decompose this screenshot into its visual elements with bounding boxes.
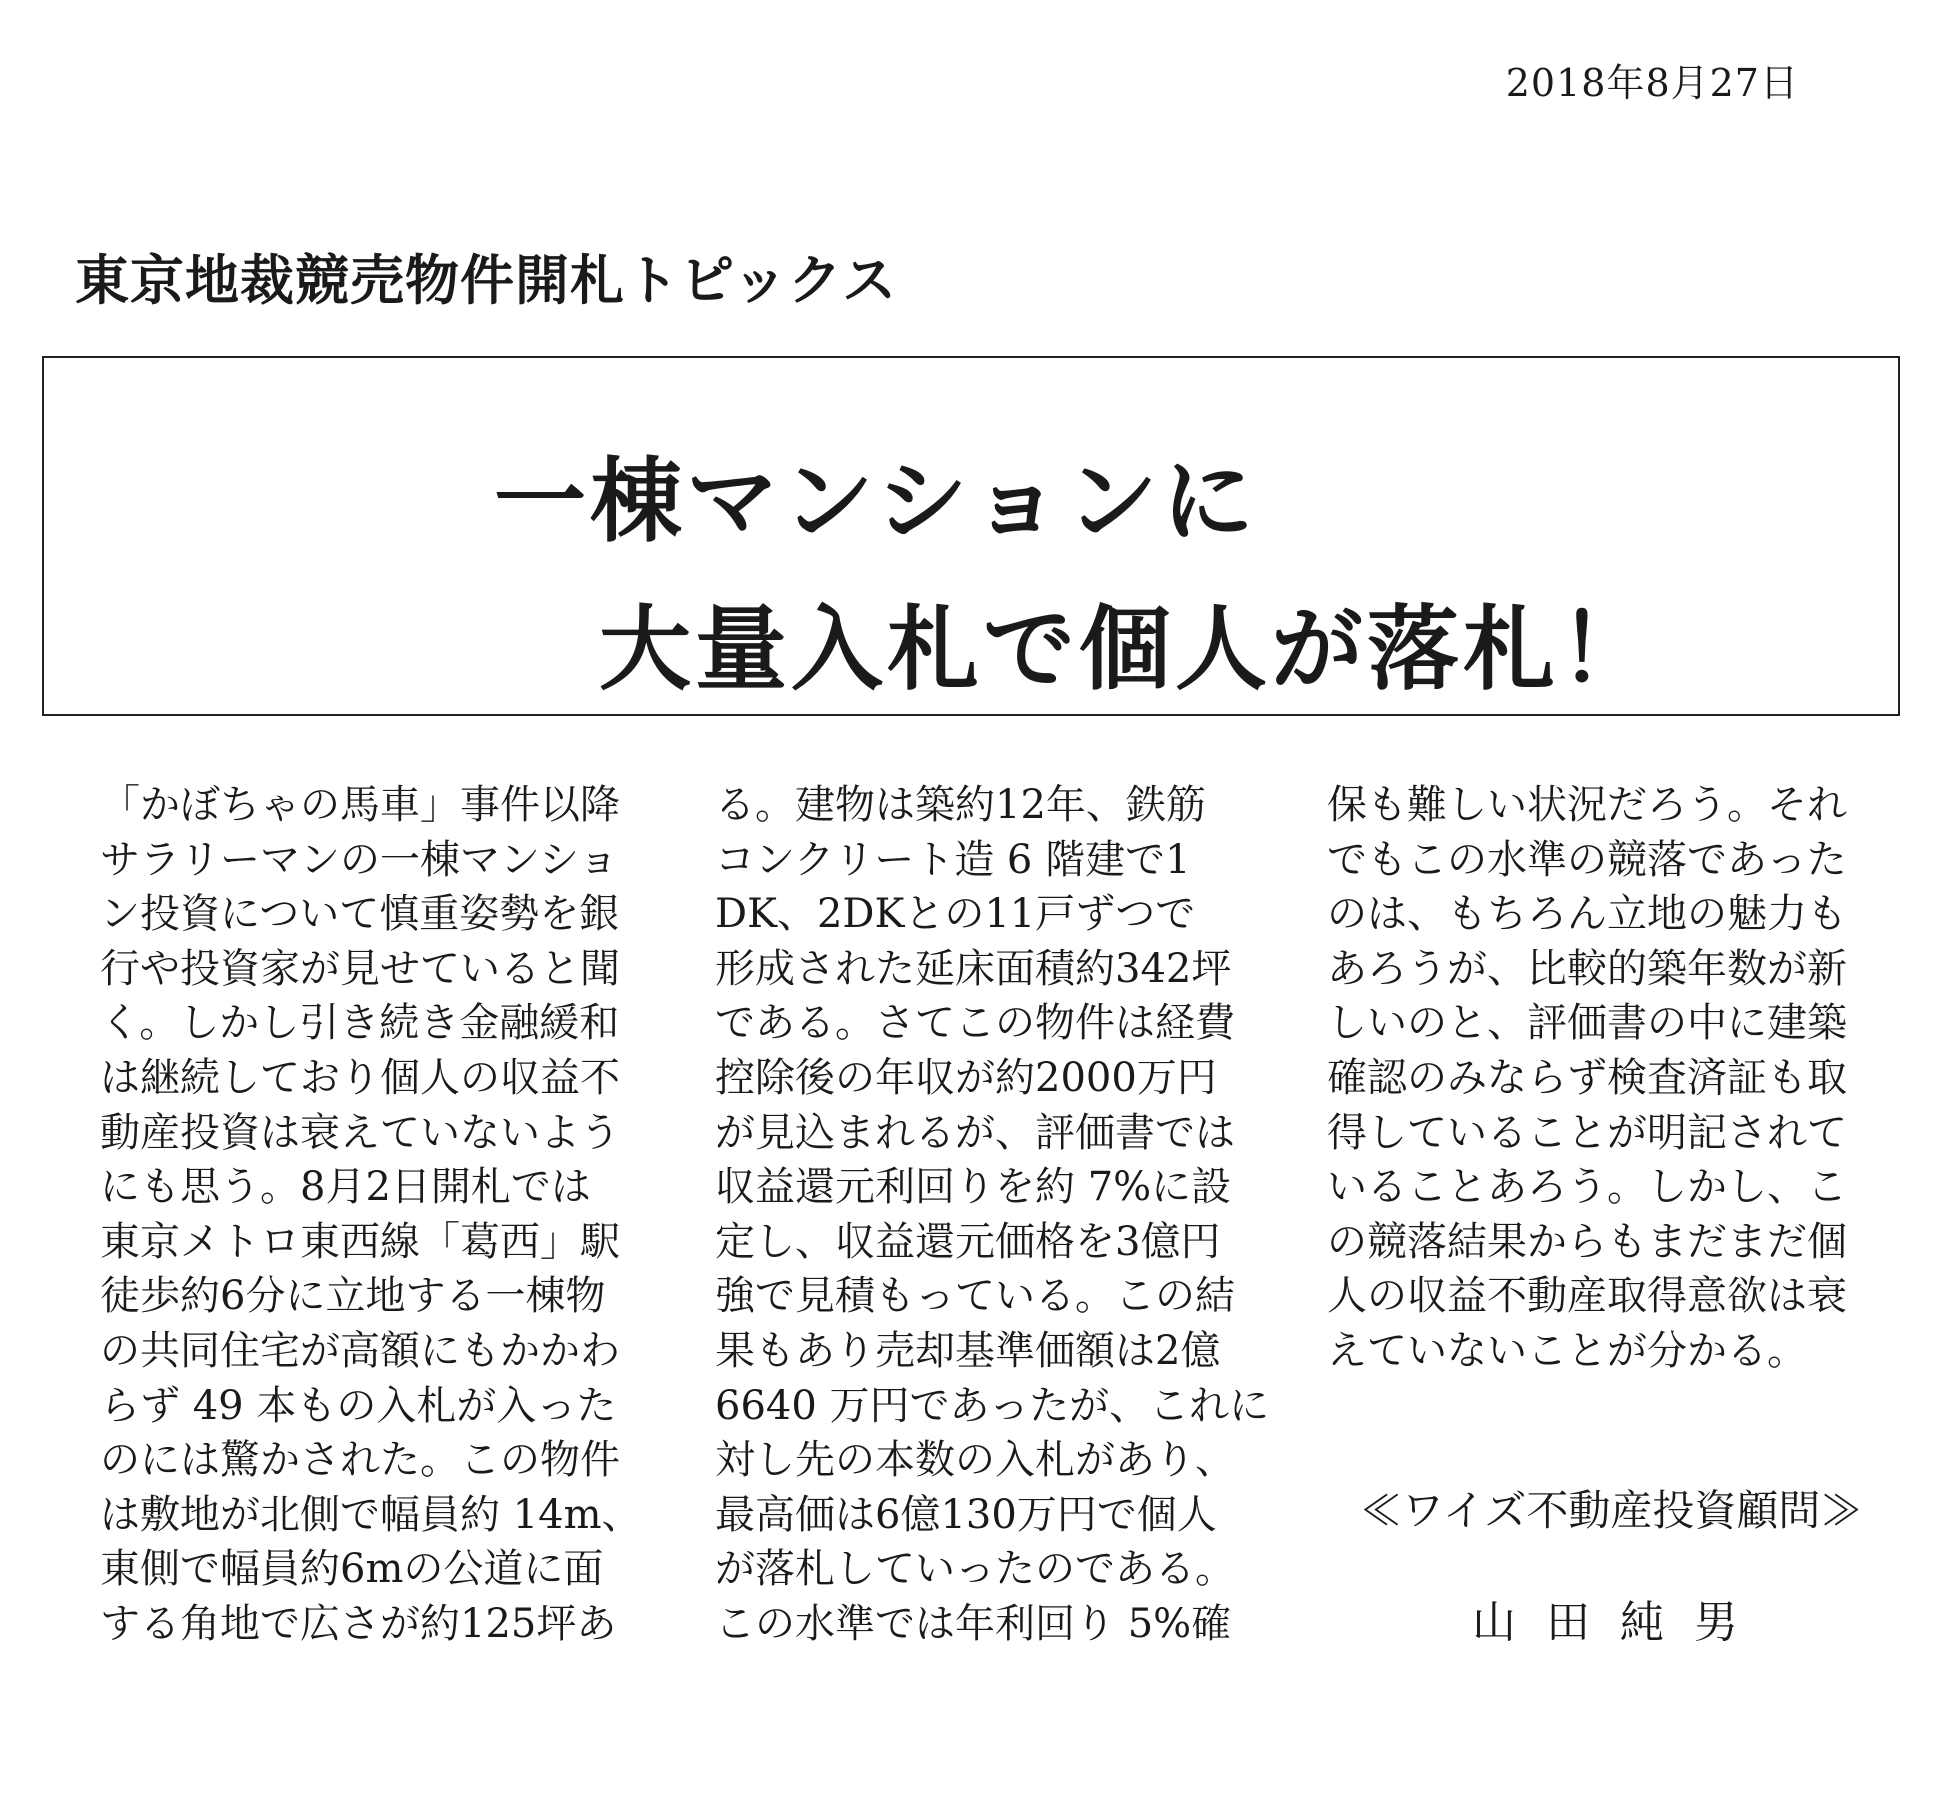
headline-line-1: 一棟マンションに: [494, 448, 1258, 555]
text-line: る。建物は築約12年、鉄筋: [715, 782, 1206, 828]
text-line: 動産投資は衰えていないよう: [100, 1109, 620, 1156]
text-line: 「かぼちゃの馬車」事件以降: [100, 782, 620, 828]
text-line: く。しかし引き続き金融緩和: [100, 1000, 620, 1047]
text-line: 徒歩約6分に立地する一棟物: [100, 1273, 606, 1320]
text-line: の競落結果からもまだまだ個: [1327, 1218, 1847, 1265]
text-line: 果もあり売却基準価額は2億: [715, 1327, 1221, 1374]
text-line: 控除後の年収が約2000万円: [715, 1054, 1217, 1101]
text-line: 6640 万円であったが、これに: [715, 1382, 1270, 1429]
publication-date: 2018年8月27日: [1505, 61, 1799, 105]
text-line: 得していることが明記されて: [1327, 1109, 1847, 1156]
text-line: ン投資について慎重姿勢を銀: [100, 891, 620, 938]
text-line: は継続しており個人の収益不: [100, 1054, 620, 1101]
article-column-2: [715, 778, 1269, 1652]
text-line: えていないことが分かる。: [1327, 1327, 1807, 1374]
text-line: でもこの水準の競落であった: [1327, 836, 1847, 883]
text-line: 強で見積もっている。この結: [715, 1273, 1235, 1320]
text-line: 収益還元利回りを約 7%に設: [715, 1164, 1232, 1211]
text-line: 形成された延床面積約342坪: [715, 945, 1232, 992]
text-line: が落札していったのである。: [715, 1546, 1235, 1593]
author-affiliation: ≪ワイズ不動産投資顧問≫: [1360, 1486, 1863, 1535]
text-line: は敷地が北側で幅員約 14m、: [100, 1491, 642, 1538]
text-line: 人の収益不動産取得意欲は衰: [1327, 1273, 1847, 1320]
author-name: 山田純男: [1472, 1597, 1768, 1648]
text-line: が見込まれるが、評価書では: [715, 1109, 1235, 1156]
section-title: 東京地裁競売物件開札トピックス: [75, 249, 898, 312]
text-line: コンクリート造 6 階建で1: [715, 836, 1191, 883]
text-line: 保も難しい状況だろう。それ: [1327, 782, 1847, 828]
text-line: のには驚かされた。この物件: [100, 1437, 620, 1484]
article-column-1: [100, 778, 642, 1652]
text-line: 最高価は6億130万円で個人: [715, 1491, 1217, 1538]
text-line: 東側で幅員約6mの公道に面: [100, 1546, 604, 1593]
text-line: いることあろう。しかし、こ: [1327, 1164, 1847, 1211]
text-line: 対し先の本数の入札があり、: [715, 1437, 1235, 1484]
text-line: 確認のみならず検査済証も取: [1327, 1054, 1847, 1101]
text-line: あろうが、比較的築年数が新: [1327, 945, 1847, 992]
text-line: する角地で広さが約125坪あ: [100, 1600, 617, 1647]
text-line: 定し、収益還元価格を3億円: [715, 1218, 1221, 1265]
text-line: にも思う。8月2日開札では: [100, 1164, 591, 1211]
text-line: らず 49 本もの入札が入った: [100, 1382, 617, 1429]
text-line: の共同住宅が高額にもかかわ: [100, 1327, 620, 1374]
text-line: 行や投資家が見せていると聞: [100, 945, 620, 992]
article-column-3: [1327, 778, 1847, 1379]
text-line: サラリーマンの一棟マンショ: [100, 836, 619, 883]
text-line: である。さてこの物件は経費: [715, 1000, 1235, 1047]
headline-line-2: 大量入札で個人が落札！: [599, 596, 1656, 703]
text-line: DK、2DKとの11戸ずつで: [715, 891, 1196, 938]
text-line: この水準では年利回り 5%確: [715, 1600, 1232, 1647]
text-line: のは、もちろん立地の魅力も: [1327, 891, 1847, 938]
text-line: 東京メトロ東西線「葛西」駅: [100, 1218, 620, 1265]
text-line: しいのと、評価書の中に建築: [1327, 1000, 1847, 1047]
headline-box: [42, 356, 1900, 716]
